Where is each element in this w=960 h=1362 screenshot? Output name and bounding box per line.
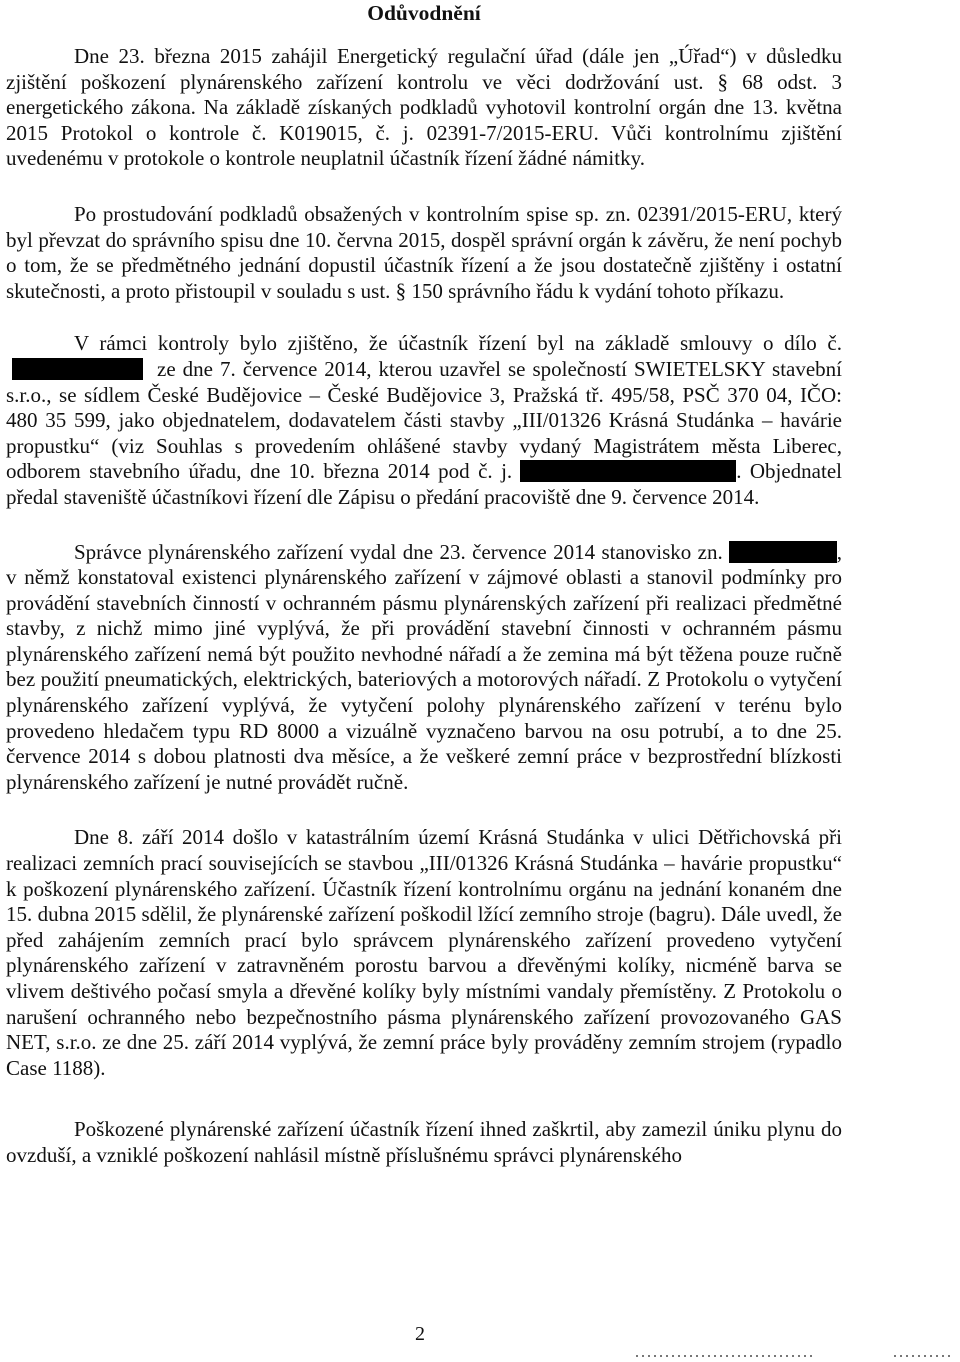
paragraph-4-text-b: , v němž konstatoval existenci plynárenského zařízení v zájmové oblasti a stanovil podmínky pro provádění stavebních činností v ochranném pásmu plynárenských zařízení při realizaci předmětné stavby, z nichž mimo jiné vyplývá, že při provádění stavební činnosti v ochranném pásmu plynárenského zařízení nemá být použito nevhodné nářadí a že zemina má být těžena pouze ručně bez použití pneumatických, elektrických, bateriových a motorových nářadí. Z Protokolu o vytyčení plynárenského zařízení vyplývá, že vytyčení polohy plynárenského zařízení v terénu bylo provedeno hledačem typu RD 8000 a vizuálně vyznačeno barvou na osu potrubí, a to dne 25. července 2014 s dobou platnosti dva měsíce, a že veškeré zemní práce v bezprostřední blízkosti plynárenského zařízení je nutné provádět ručně. xyxy=(6,539,842,794)
page-number: 2 xyxy=(415,1323,425,1345)
paragraph-4-text-a: Správce plynárenského zařízení vydal dne 23. července 2014 stanovisko zn. xyxy=(74,539,723,564)
footer-dotted-line xyxy=(894,1355,954,1357)
paragraph-6: Poškozené plynárenské zařízení účastník řízení ihned zaškrtil, aby zamezil úniku plynu do ovzduší, a vzniklé poškození nahlásil místně příslušnému správci plynárenského xyxy=(6,1117,842,1167)
paragraph-5: Dne 8. září 2014 došlo v katastrálním území Krásná Studánka v ulici Dětřichovská při realizaci zemních prací souvisejících se stavbou „III/01326 Krásná Studánka – havárie propustku“ k poškození plynárenského zařízení. Účastník řízení kontrolnímu orgánu na jednání konaném dne 15. dubna 2015 sdělil, že plynárenské zařízení poškodil lžící zemního stroje (bagru). Dále uvedl, že před zahájením zemních prací bylo správcem plynárenského zařízení provedeno vytyčení plynárenského zařízení v zatravněném porostu barvou a dřevěnými kolíky, nicméně barva se vlivem deštivého počasí smyla a dřevěné kolíky byly místními vandaly přemístěny. Z Protokolu o narušení ochranného nebo bezpečnostního pásma plynárenského zařízení provozovaného GAS NET, s.r.o. ze dne 25. září 2014 vyplývá, že zemní práce byly prováděny zemním strojem (rypadlo Case 1188). xyxy=(6,825,842,1080)
redaction-block xyxy=(12,358,143,380)
paragraph-2: Po prostudování podkladů obsažených v kontrolním spise sp. zn. 02391/2015-ERU, který byl převzat do správního spisu dne 10. června 2015, dospěl správní orgán k závěru, že není pochyb o tom, že se předmětného jednání dopustil účastník řízení a že jsou dostatečně zjištěny i ostatní skutečnosti, a proto přistoupil v souladu s ust. § 150 správního řádu k vydání tohoto příkazu. xyxy=(6,201,842,303)
paragraph-3 xyxy=(6,331,842,510)
paragraph-4 xyxy=(6,540,842,796)
paragraph-1: Dne 23. března 2015 zahájil Energetický regulační úřad (dále jen „Úřad“) v důsledku zjištění poškození plynárenského zařízení kontrolu ve věci dodržování ust. § 68 odst. 3 energetického zákona. Na základě získaných podkladů vyhotovil kontrolní orgán dne 13. května 2015 Protokol o kontrole č. K019015, č. j. 02391-7/2015-ERU. Vůči kontrolnímu zjištění uvedenému v protokole o kontrole neuplatnil účastník řízení žádné námitky. xyxy=(6,44,842,171)
paragraph-3-text-b: ze dne 7. července 2014, kterou uzavřel se společností SWIETELSKY stavební s.r.o., se sídlem České Budějovice – České Budějovice 3, Pražská tř. 495/58, PSČ 370 04, IČO: 480 35 599, jako objednatelem, dodavatelem části stavby „III/01326 Krásná Studánka – havárie propustku“ (viz Souhlas s provedením ohlášené stavby vydaný Magistrátem města Liberec, odborem stavebního úřadu, dne 10. března 2014 pod č. j. xyxy=(6,356,842,484)
footer-dotted-line xyxy=(636,1355,814,1357)
paragraph-3-text-a: V rámci kontroly bylo zjištěno, že účastník řízení byl na základě smlouvy o dílo č. xyxy=(74,331,842,356)
paragraph-3-text-c: . Objednatel předal staveniště účastníkovi řízení dle Zápisu o předání pracoviště dne 9. července 2014. xyxy=(6,459,842,509)
redaction-block xyxy=(520,460,736,482)
document-heading: Odůvodnění xyxy=(367,1,481,25)
redaction-block xyxy=(729,541,837,563)
